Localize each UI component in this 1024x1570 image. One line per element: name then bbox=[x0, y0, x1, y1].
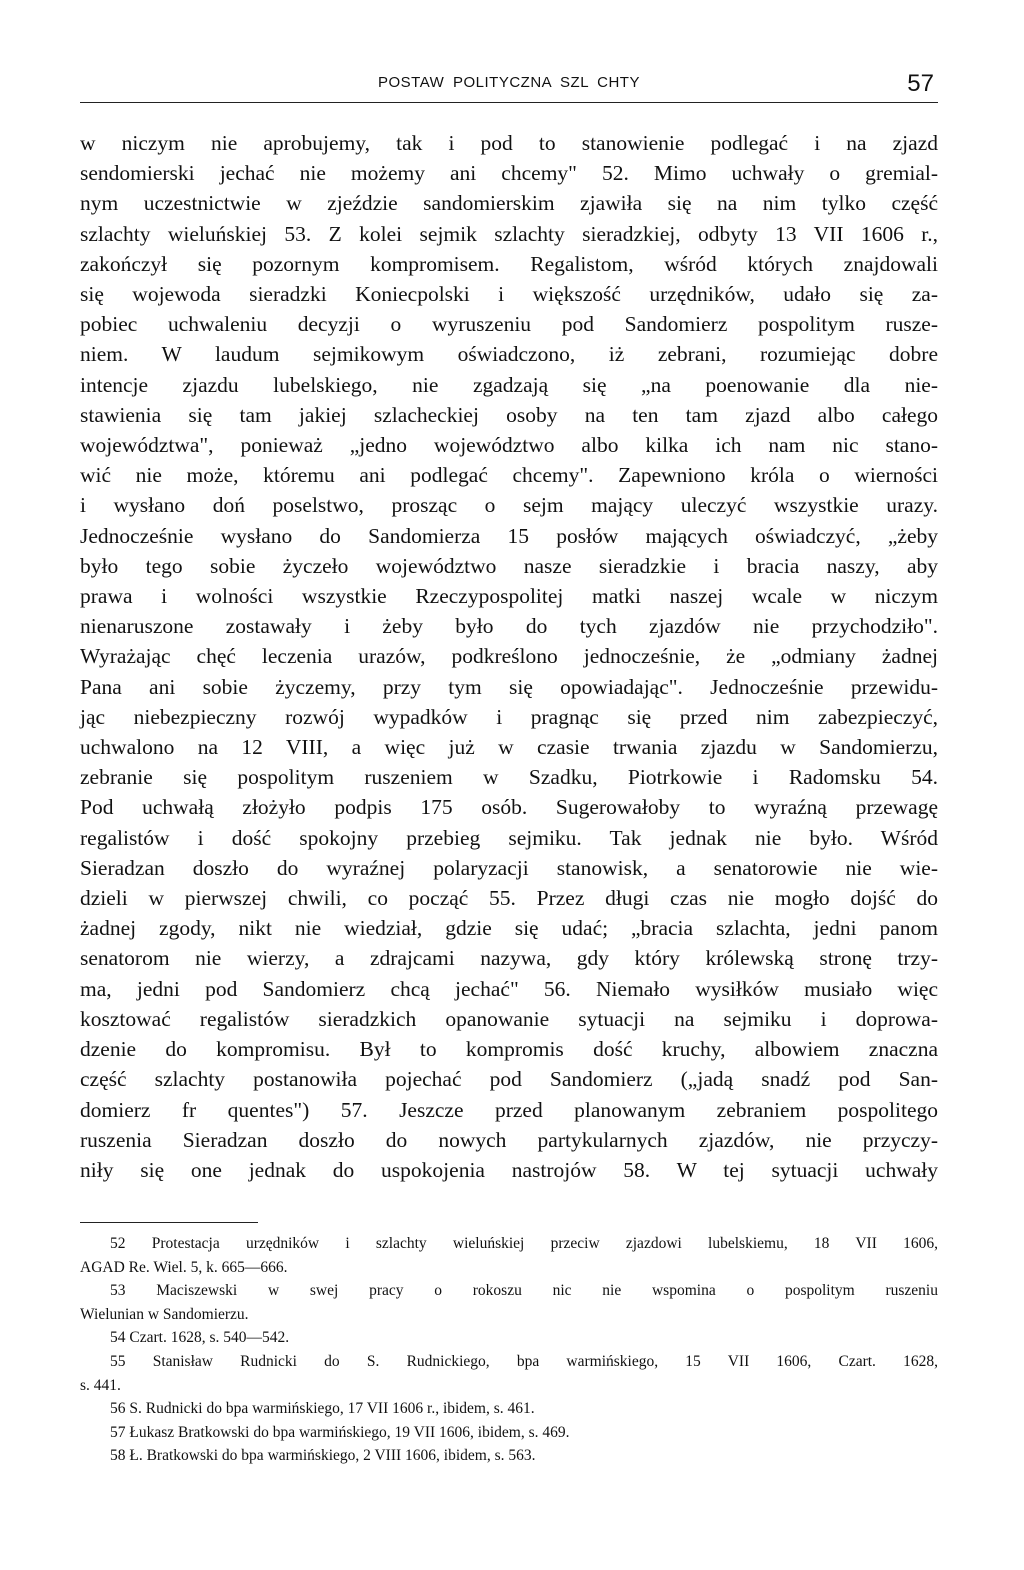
running-header bbox=[80, 68, 938, 103]
body-line: w niczym nie aprobujemy, tak i pod to stanowienie podlegać i na zjazd bbox=[80, 131, 938, 155]
footnote-line: 58 Ł. Bratkowski do bpa warmińskiego, 2 VIII 1606, ibidem, s. 563. bbox=[110, 1447, 536, 1465]
footnote-line: AGAD Re. Wiel. 5, k. 665—666. bbox=[80, 1258, 288, 1276]
body-line: nienaruszone zostawały i żeby było do tych zjazdów nie przychodziło". bbox=[80, 614, 938, 639]
body-line: stawienia się tam jakiej szlacheckiej osoby na ten tam zjazd albo całego bbox=[80, 402, 938, 427]
footnote-line: 57 Łukasz Bratkowski do bpa warmińskiego, 19 VII 1606, ibidem, s. 469. bbox=[110, 1423, 570, 1441]
footnote-line: 56 S. Rudnicki do bpa warmińskiego, 17 VII 1606 r., ibidem, s. 461. bbox=[110, 1400, 535, 1418]
body-line: senatorom nie wierzy, a zdrajcami nazywa, gdy który królewską stronę trzy- bbox=[80, 946, 938, 971]
body-line: kosztować regalistów sieradzkich opanowanie sytuacji na sejmiku i doprowa- bbox=[80, 1006, 938, 1031]
body-line: Sieradzan doszło do wyraźnej polaryzacji stanowisk, a senatorowie nie wie- bbox=[80, 855, 938, 880]
body-line: zebranie się pospolitym ruszeniem w Szadku, Piotrkowie i Radomsku 54. bbox=[80, 765, 938, 790]
body-line: województwa", ponieważ „jedno województwo albo kilka ich nam nic stano- bbox=[80, 433, 938, 458]
body-line: dzenie do kompromisu. Był to kompromis dość kruchy, albowiem znaczna bbox=[80, 1037, 938, 1062]
body-line: pobiec uchwaleniu decyzji o wyruszeniu pod Sandomierz pospolitym rusze- bbox=[80, 312, 938, 337]
footnote-separator bbox=[80, 1222, 258, 1223]
body-line: dzieli w pierwszej chwili, co począć 55. Przez długi czas nie mogło dojść do bbox=[80, 886, 938, 911]
body-line: ma, jedni pod Sandomierz chcą jechać" 56. Niemało wysiłków musiało więc bbox=[80, 976, 938, 1001]
body-line: się wojewoda sieradzki Koniecpolski i większość urzędników, udało się za- bbox=[80, 282, 938, 307]
body-line: Wyrażając chęć leczenia urazów, podkreślono jednocześnie, że „odmiany żadnej bbox=[80, 644, 938, 669]
body-line: Pana ani sobie życzemy, przy tym się opowiadając". Jednocześnie przewidu- bbox=[80, 674, 938, 699]
body-line: nym uczestnictwie w zjeździe sandomierskim zjawiła się na nim tylko część bbox=[80, 191, 938, 216]
body-line: domierz fr quentes") 57. Jeszcze przed planowanym zebraniem pospolitego bbox=[80, 1097, 938, 1122]
body-line: prawa i wolności wszystkie Rzeczypospolitej matki naszej wcale w niczym bbox=[80, 584, 938, 609]
body-line: Pod uchwałą złożyło podpis 175 osób. Sugerowałoby to wyraźną przewagę bbox=[80, 795, 938, 820]
page-number: 57 bbox=[907, 70, 934, 97]
footnote-line: 54 Czart. 1628, s. 540—542. bbox=[110, 1329, 290, 1347]
body-line: wić nie może, któremu ani podlegać chcemy". Zapewniono króla o wierności bbox=[80, 463, 938, 488]
body-line: było tego sobie życzeło województwo nasze sieradzkie i bracia naszy, aby bbox=[80, 553, 938, 578]
body-line: regalistów i dość spokojny przebieg sejmiku. Tak jednak nie było. Wśród bbox=[80, 825, 938, 850]
body-line: zakończył się pozornym kompromisem. Regalistom, wśród których znajdowali bbox=[80, 251, 938, 276]
running-title: POSTAW POLITYCZNA SZL CHTY bbox=[378, 74, 640, 91]
body-line: uchwalono na 12 VIII, a więc już w czasie trwania zjazdu w Sandomierzu, bbox=[80, 735, 938, 760]
body-line: szlachty wieluńskiej 53. Z kolei sejmik szlachty sieradzkiej, odbyty 13 VII 1606 r., bbox=[80, 221, 938, 246]
body-line: niły się one jednak do uspokojenia nastrojów 58. W tej sytuacji uchwały bbox=[80, 1157, 938, 1182]
body-text bbox=[80, 128, 938, 1185]
footnote-line: 52 Protestacja urzędników i szlachty wieluńskiej przeciw zjazdowi lubelskiemu, 18 VII 1606, bbox=[110, 1235, 938, 1252]
footnotes bbox=[80, 1232, 938, 1468]
body-line: część szlachty postanowiła pojechać pod Sandomierz („jadą snadź pod San- bbox=[80, 1067, 938, 1092]
body-line: niem. W laudum sejmikowym oświadczono, iż zebrani, rozumiejąc dobre bbox=[80, 342, 938, 367]
body-line: Jednocześnie wysłano do Sandomierza 15 posłów mających oświadczyć, „żeby bbox=[80, 523, 938, 548]
footnote-line: 53 Maciszewski w swej pracy o rokoszu nic nie wspomina o pospolitym ruszeniu bbox=[110, 1282, 938, 1300]
body-line: intencje zjazdu lubelskiego, nie zgadzają się „na poenowanie dla nie- bbox=[80, 372, 938, 397]
body-line: żadnej zgody, nikt nie wiedział, gdzie się udać; „bracia szlachta, jedni panom bbox=[80, 916, 938, 941]
footnote-line: 55 Stanisław Rudnicki do S. Rudnickiego, bpa warmińskiego, 15 VII 1606, Czart. 1628, bbox=[110, 1352, 938, 1370]
body-line: jąc niebezpieczny rozwój wypadków i pragnąc się przed nim zabezpieczyć, bbox=[80, 704, 938, 729]
footnote-line: s. 441. bbox=[80, 1376, 121, 1394]
footnote-line: Wielunian w Sandomierzu. bbox=[80, 1305, 249, 1323]
body-line: sendomierski jechać nie możemy ani chcemy" 52. Mimo uchwały o gremial- bbox=[80, 161, 938, 186]
body-line: i wysłano doń poselstwo, prosząc o sejm mający uleczyć wszystkie urazy. bbox=[80, 493, 938, 518]
body-line: ruszenia Sieradzan doszło do nowych partykularnych zjazdów, nie przyczy- bbox=[80, 1127, 938, 1152]
